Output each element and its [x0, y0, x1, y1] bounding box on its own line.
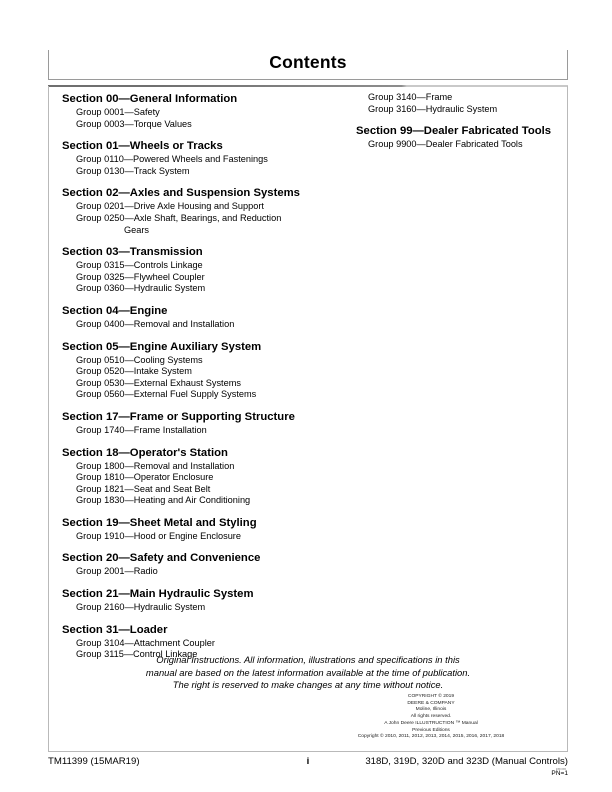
- copyright-line-2: DEERE & COMPANY: [407, 700, 455, 706]
- group-entry[interactable]: Group 3104—Attachment Coupler: [76, 637, 215, 648]
- footer-manual-number: TM11399 (15MAR19): [48, 756, 140, 767]
- copyright-line-4: All rights reserved.: [410, 714, 452, 720]
- group-entry[interactable]: Group 0250—Axle Shaft, Bearings, and Reduction: [76, 212, 282, 223]
- section-title[interactable]: Section 20—Safety and Convenience: [62, 552, 261, 565]
- contents-right-column: [320, 92, 560, 160]
- section-title[interactable]: Section 04—Engine: [62, 304, 168, 317]
- group-entry[interactable]: Group 3115—Control Linkage: [76, 649, 198, 660]
- group-entry[interactable]: Group 2001—Radio: [76, 566, 158, 577]
- copyright-block: [300, 694, 562, 741]
- notice-line-1: Original Instructions. All information, illustrations and specifications in this: [156, 654, 460, 665]
- section-title[interactable]: Section 18—Operator's Station: [62, 446, 228, 459]
- contents-title-box: [48, 50, 568, 80]
- group-entry[interactable]: Group 2160—Hydraulic System: [76, 602, 206, 613]
- group-entry[interactable]: Group 1800—Removal and Installation: [76, 460, 235, 471]
- toc-section: [62, 186, 312, 236]
- toc-section: [62, 139, 312, 177]
- group-entry[interactable]: Group 1910—Hood or Engine Enclosure: [76, 530, 241, 541]
- copyright-line-7: Copyright © 2010, 2011, 2012, 2013, 2014, 2015, 2016, 2017, 2018: [357, 734, 505, 740]
- group-entry[interactable]: Group 0360—Hydraulic System: [76, 283, 206, 294]
- group-entry[interactable]: Group 1810—Operator Enclosure: [76, 472, 214, 483]
- toc-section: [62, 92, 312, 130]
- section-title[interactable]: Section 99—Dealer Fabricated Tools: [356, 125, 552, 138]
- group-entry[interactable]: Group 3140—Frame: [368, 92, 453, 102]
- toc-section: [62, 587, 312, 614]
- group-entry[interactable]: Group 9900—Dealer Fabricated Tools: [368, 139, 523, 150]
- group-entry[interactable]: Group 0130—Track System: [76, 165, 190, 176]
- section-title[interactable]: Section 05—Engine Auxiliary System: [62, 340, 262, 353]
- group-entry[interactable]: Group 0325—Flywheel Coupler: [76, 271, 205, 282]
- copyright-line-5: A John Deere ILLUSTRUCTION ™ Manual: [384, 720, 478, 726]
- toc-section: [62, 245, 312, 295]
- section-title[interactable]: Section 21—Main Hydraulic System: [62, 588, 254, 601]
- footer-part-number: PN=1: [551, 770, 568, 777]
- section-title[interactable]: Section 01—Wheels or Tracks: [62, 140, 223, 153]
- toc-section: [320, 124, 560, 151]
- group-entry[interactable]: Group 0003—Torque Values: [76, 118, 192, 129]
- group-entry[interactable]: Group 0201—Drive Axle Housing and Support: [76, 201, 264, 212]
- toc-section: [62, 551, 312, 578]
- group-entry[interactable]: Group 3160—Hydraulic System: [368, 103, 498, 114]
- group-entry-continuation[interactable]: Gears: [124, 224, 150, 235]
- publication-notice: [48, 654, 568, 692]
- group-entry[interactable]: Group 0520—Intake System: [76, 366, 192, 377]
- section-title[interactable]: Section 19—Sheet Metal and Styling: [62, 516, 257, 529]
- group-entry[interactable]: Group 0110—Powered Wheels and Fastenings: [76, 154, 268, 165]
- toc-section: [62, 516, 312, 543]
- group-entry[interactable]: Group 1740—Frame Installation: [76, 424, 207, 435]
- section-title[interactable]: Section 31—Loader: [62, 623, 168, 636]
- copyright-line-1: COPYRIGHT © 2019: [407, 694, 455, 699]
- notice-line-2: manual are based on the latest information available at the time of publication.: [145, 666, 471, 678]
- page-title: Contents: [269, 52, 347, 72]
- copyright-line-3: Moline, Illinois: [415, 707, 447, 713]
- group-entry[interactable]: Group 0400—Removal and Installation: [76, 318, 235, 329]
- group-entry[interactable]: Group 0560—External Fuel Supply Systems: [76, 389, 257, 400]
- group-entry[interactable]: Group 1830—Heating and Air Conditioning: [76, 495, 251, 506]
- section-title[interactable]: Section 02—Axles and Suspension Systems: [62, 187, 300, 200]
- footer-control-mark: cn=xx: [556, 767, 566, 771]
- group-entry[interactable]: Group 0510—Cooling Systems: [76, 354, 203, 365]
- notice-line-3: The right is reserved to make changes at any time without notice.: [172, 679, 444, 691]
- group-entry[interactable]: Group 0315—Controls Linkage: [76, 260, 203, 271]
- group-entry[interactable]: Group 0530—External Exhaust Systems: [76, 377, 241, 388]
- footer-model-list: 318D, 319D, 320D and 323D (Manual Controls): [365, 756, 568, 767]
- copyright-line-6: Previous Editions: [412, 727, 450, 733]
- group-entry[interactable]: Group 1821—Seat and Seat Belt: [76, 483, 211, 494]
- page-footer: [48, 756, 568, 777]
- section-title[interactable]: Section 03—Transmission: [62, 246, 203, 259]
- toc-section: [62, 304, 312, 331]
- section-title[interactable]: Section 00—General Information: [62, 93, 238, 105]
- group-entry[interactable]: Group 0001—Safety: [76, 107, 160, 117]
- toc-section: [62, 446, 312, 507]
- toc-section-continued: [320, 92, 560, 115]
- toc-section: [62, 410, 312, 437]
- toc-section: [62, 340, 312, 401]
- section-title[interactable]: Section 17—Frame or Supporting Structure: [62, 410, 295, 423]
- footer-page-number: i: [306, 756, 310, 767]
- contents-left-column: [62, 92, 312, 670]
